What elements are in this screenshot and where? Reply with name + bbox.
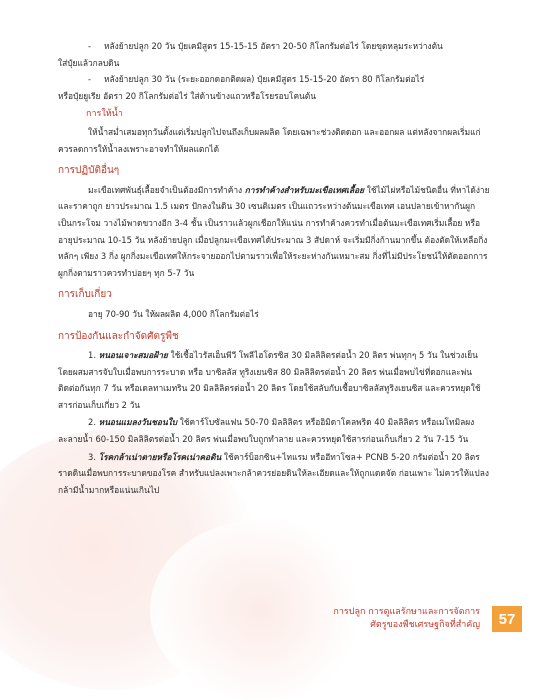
pest-item-1 xyxy=(58,347,492,413)
harvest-heading: การเก็บเกี่ยว xyxy=(58,289,112,301)
practice-text-emphasis: การทำค้างสำหรับมะเขือเทศเลื้อย xyxy=(244,184,365,195)
fertilizer-bullet-2 xyxy=(58,71,492,88)
footer-line-1: การปลูก การดูแลรักษาและการจัดการ xyxy=(333,607,480,617)
practice-paragraph xyxy=(58,182,492,282)
pest-item-3 xyxy=(58,449,492,499)
harvest-paragraph: อายุ 70-90 วัน ให้ผลผลิต 4,000 กิโลกรัมต่อไร่ xyxy=(88,308,259,319)
bullet-text: หลังย้ายปลูก 30 วัน (ระยะออกดอกติดผล) ปุ๋ยเคมีสูตร 15-15-20 อัตรา 80 กิโลกรัมต่อไร่ xyxy=(104,74,425,85)
watering-heading: การให้น้ำ xyxy=(86,109,123,120)
fertilizer-bullet-1 xyxy=(58,38,492,55)
pest-item-number: 1. xyxy=(88,350,96,361)
page-content xyxy=(58,38,492,498)
bullet-text: หลังย้ายปลูก 20 วัน ปุ๋ยเคมีสูตร 15-15-15 อัตรา 20-50 กิโลกรัมต่อไร่ โดยขุดหลุมระหว่างต้น xyxy=(104,41,443,51)
pest-item-text: ใช้เชื้อไวรัสเอ็นพีวี โพลีไฮโดรซิส 30 มิลลิลิตรต่อน้ำ 20 ลิตร พ่นทุกๆ 5 วัน ในช่วงเย็น โดยผสมสารจับใบเมื่อพบการระบาด หรือ บาซิลลัส ทูริงเยนซิส 80 มิลลิลิตรต่อน้ำ 20 ลิตร พ่นเมื่อพบไข่ที่ดอกและพ่นติดต่อกันทุก 7 วัน หรือเดลทาเมทริน 20 มิลลิลิตรต่อน้ำ 20 ลิตร โดยใช้สลับกับเชื้อบาซิลลัสทูริงเยนซิส และควรหยุดใช้สารก่อนเก็บเกี่ยว 2 วัน xyxy=(58,350,481,410)
pest-item-number: 3. xyxy=(88,451,96,462)
pest-item-title: โรคกล้าเน่าตายหรือโรคเน่าคอดิน xyxy=(98,451,222,462)
watering-paragraph: ให้น้ำสม่ำเสมอทุกวันตั้งแต่เริ่มปลูกไปจนถึงเก็บผลผลิต โดยเฉพาะช่วงติดดอก และออกผล แต่หลังจากผลเริ่มแก่ควรลดการให้น้ำลงเพราะอาจทำให้ผลแตกได้ xyxy=(58,126,481,154)
bullet-dash: - xyxy=(88,74,92,85)
page-number-badge: 57 xyxy=(492,606,522,632)
bullet-continuation: หรือปุ๋ยยูเรีย อัตรา 20 กิโลกรัมต่อไร่ ใส่ด้านข้างแถวหรือโรยรอบโคนต้น xyxy=(58,90,316,101)
pest-item-title: หนอนแมลงวันชอนใบ xyxy=(98,417,178,428)
pest-item-text: ใช้คาร์โบซัลแฟน 50-70 มิลลิลิตร หรืออิมิดาโคลพริด 40 มิลลิลิตร หรือเมโทมิลผงละลายน้ำ 60-150 มิลลิลิตรต่อน้ำ 20 ลิตร พ่นเมื่อพบใบถูกทำลาย และควรหยุดใช้สารก่อนเก็บเกี่ยว 2 วัน 7-15 วัน xyxy=(58,417,475,445)
practice-text-pre: มะเขือเทศพันธุ์เลื้อยจำเป็นต้องมีการทำค้าง xyxy=(88,184,245,195)
bullet-dash: - xyxy=(88,41,92,51)
practice-heading: การปฏิบัติอื่นๆ xyxy=(58,165,120,177)
pest-heading: การป้องกันและกำจัดศัตรูพืช xyxy=(58,330,179,342)
pest-item-title: หนอนเจาะสมอฝ้าย xyxy=(98,350,168,361)
practice-text-post: ใช้ไม้ไผ่หรือไม้ชนิดอื่น ที่หาได้ง่าย และราคาถูก ยาวประมาณ 1.5 เมตร ปักลงในดิน 30 เซนติเมตร เป็นแถวระหว่างต้นมะเขือเทศ เอนปลายเข้าหากันผูกเป็นกระโจม วางไม้พาดขวางอีก 3-4 ชั้น เป็นราวแล้วผูกเชือกให้แน่น การทำค้างควรทำเมื่อต้นมะเขือเทศเริ่มเลื้อย หรืออายุประมาณ 10-15 วัน หลังย้ายปลูก เมื่อปลูกมะเขือเทศได้ประมาณ 3 สัปดาห์ จะเริ่มมีกิ่งก้านมากขึ้น ต้องตัดให้เหลือกิ่งหลักๆ เพียง 3 กิ่ง ผูกกิ่งมะเขือเทศให้กระจายออกไปตามราวเพื่อให้ระยะห่างกันเหมาะสม กิ่งที่ไม่มีประโยชน์ให้ตัดออกการผูกกิ่งตามราวควรทำบ่อยๆ ทุก 5-7 วัน xyxy=(58,184,490,278)
bullet-continuation: ใส่ปุ๋ยแล้วกลบดิน xyxy=(58,57,120,68)
pest-item-text: ใช้คาร์บ็อกซิน+ไทแรม หรืออีทาโซล+ PCNB 5-20 กรัมต่อน้ำ 20 ลิตร ราดดินเมื่อพบการระบาดของโรค สำหรับแปลงเพาะกล้าควรย่อยดินให้ละเอียดและให้ถูกแดดจัด ก่อนเพาะ ไม่ควรให้แปลงกล้ามีน้ำมากหรือแน่นเกินไป xyxy=(58,451,489,495)
footer-title xyxy=(333,606,480,632)
footer-line-2: ศัตรูของพืชเศรษฐกิจที่สำคัญ xyxy=(370,620,480,630)
pest-item-2 xyxy=(58,414,492,447)
pest-item-number: 2. xyxy=(88,417,96,428)
